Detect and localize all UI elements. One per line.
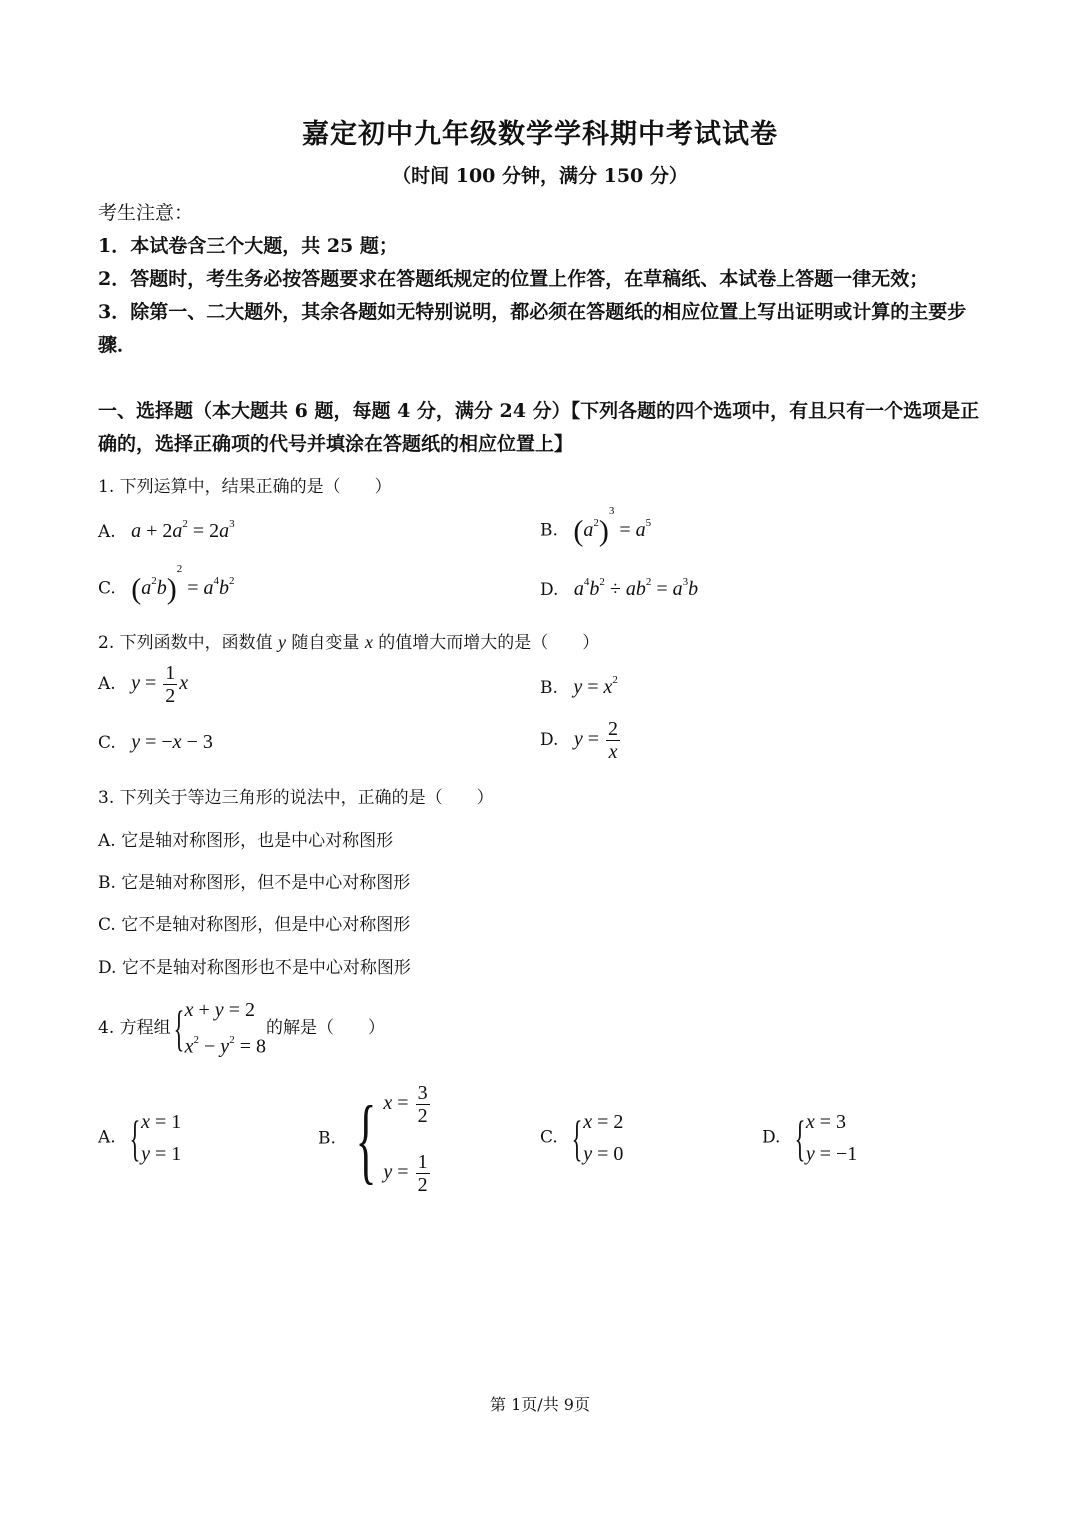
q1-option-d: D. $a^4b^2 \div ab^2 = a^3b$ <box>540 576 699 600</box>
option-label: A. <box>98 522 116 542</box>
section-heading: 一、选择题（本大题共 6 题，每题 4 分，满分 24 分）【下列各题的四个选项中，有且只有一个选项是正确的，选择正确项的代号并填涂在答题纸的相应位置上】 <box>98 400 980 455</box>
q3-option-b: B. 它是轴对称图形，但不是中心对称图形 <box>98 873 411 893</box>
option-label: D. <box>540 730 559 751</box>
q2-option-c: C. y = −x − 3 <box>98 731 213 753</box>
q3-option-c: C. 它不是轴对称图形，但是中心对称图形 <box>98 915 411 935</box>
q1-option-b: B. $(a^2)^3 = a^5$ <box>540 504 652 547</box>
option-label: B. <box>540 520 558 541</box>
page-footer: 第 1页/共 9页 <box>490 1395 590 1414</box>
question-4-stem: 4. 方程组{x + y = 2 $x^2 - y^2 = 8$的解是（ ） <box>98 999 385 1058</box>
notice-item: 3．除第一、二大题外，其余各题如无特别说明，都必须在答题纸的相应位置上写出证明或计算的主要步骤． <box>98 301 967 356</box>
q2-option-a: A. y = $\frac{1}{2}$ x <box>98 662 189 707</box>
question-3-stem: 3. 下列关于等边三角形的说法中，正确的是（ ） <box>98 788 494 808</box>
option-label: A. <box>98 674 116 695</box>
exam-subtitle: （时间 100 分钟，满分 150 分） <box>392 165 688 187</box>
option-label: D. <box>762 1127 781 1148</box>
q3-option-a: A. 它是轴对称图形，也是中心对称图形 <box>98 831 394 851</box>
option-label: D. <box>540 580 559 600</box>
question-2-stem: 2. 下列函数中，函数值 y 随自变量 x 的值增大而增大的是（ ） <box>98 632 600 653</box>
notice-item: 2．答题时，考生务必按答题要求在答题纸规定的位置上作答，在草稿纸、本试卷上答题一律无效； <box>98 268 929 290</box>
q2-option-d: D. y = $\frac{2}{x}$ <box>540 718 619 763</box>
q4-option-a: A. {x = 1 y = 1 <box>98 1110 182 1166</box>
option-label: C. <box>98 733 116 753</box>
option-label: A. <box>98 1127 116 1148</box>
notice-block <box>98 197 988 362</box>
option-label: B. <box>540 678 558 698</box>
notice-item: 1．本试卷含三个大题，共 25 题； <box>98 235 398 257</box>
option-label: C. <box>98 578 116 599</box>
q1-option-c: C. $(a^2b)^2 = a^4b^2$ <box>98 562 235 605</box>
q3-option-d: D. 它不是轴对称图形也不是中心对称图形 <box>98 958 411 978</box>
q4-option-b: B. { x = $\frac{3}{2}$ y = $\frac{1}{2}$ <box>318 1082 428 1196</box>
page-title: 嘉定初中九年级数学学科期中考试试卷 <box>302 119 778 150</box>
notice-heading: 考生注意： <box>98 202 194 224</box>
q4-option-c: C. {x = 2 y = 0 <box>540 1110 624 1166</box>
option-label: C. <box>540 1127 558 1148</box>
question-1-stem: 1. 下列运算中，结果正确的是（ ） <box>98 477 392 497</box>
option-label: B. <box>318 1128 336 1149</box>
q4-option-d: D. {x = 3 y = −1 <box>762 1110 858 1166</box>
q2-option-b: B. $y = x^2$ <box>540 674 618 698</box>
q1-option-a: A. $a + 2a^2 = 2a^3$ <box>98 518 235 542</box>
